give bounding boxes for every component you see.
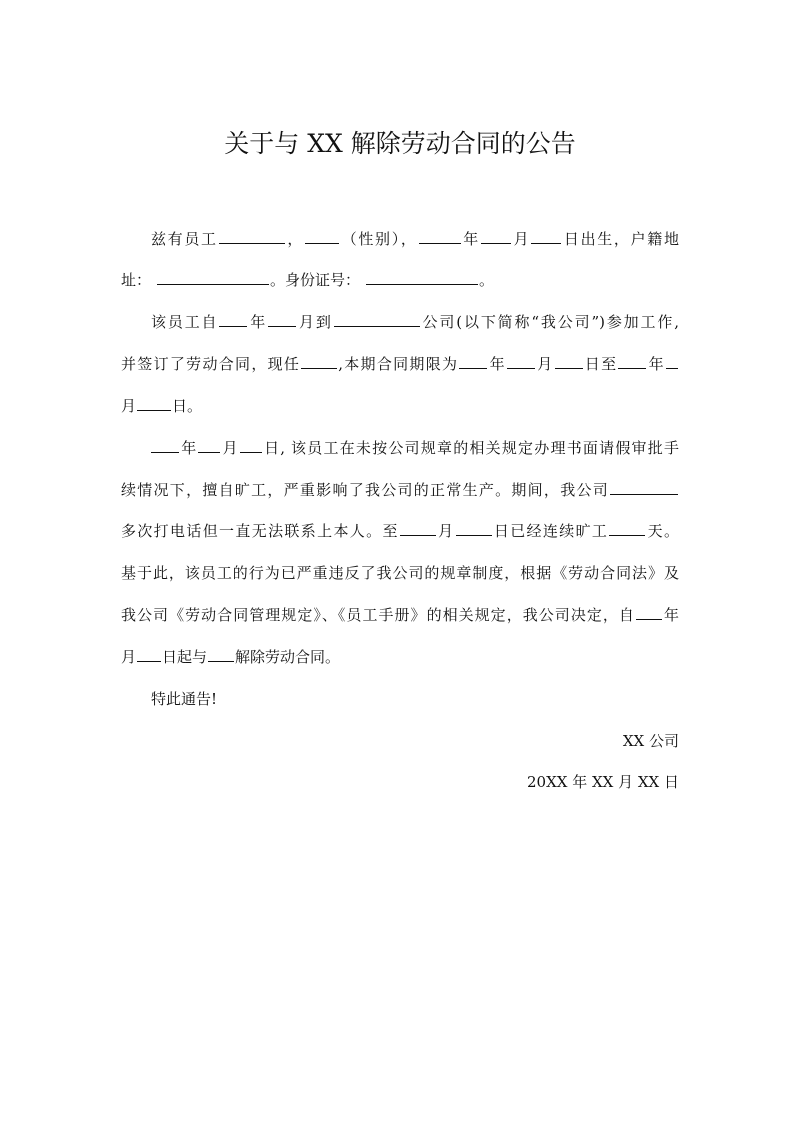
- text-segment: 续情况下，擅自旷工，严重影响了我公司的正常生产。期间，我公司: [121, 481, 609, 499]
- fill-blank-birth-day: [531, 242, 561, 244]
- text-segment: 年: [662, 606, 679, 624]
- fill-blank-absence-day: [240, 451, 262, 453]
- text-segment: 日至: [583, 355, 618, 373]
- fill-blank-term-end-day: [137, 409, 171, 411]
- text-segment: 年: [180, 439, 198, 457]
- text-segment: 址：: [121, 271, 152, 289]
- fill-blank-company: [334, 325, 420, 327]
- fill-blank-term-start-day: [555, 367, 583, 369]
- paragraph-1-line-1: [121, 229, 679, 249]
- paragraph-2-line-1: [121, 312, 679, 332]
- paragraph-1-line-2: [121, 270, 679, 290]
- fill-blank-term-start-year: [459, 367, 487, 369]
- fill-blank-address: [157, 283, 269, 285]
- text-segment: 公司(以下简称“我公司”)参加工作,: [420, 313, 679, 331]
- text-segment: 日, 该员工在未按公司规章的相关规定办理书面请假审批手: [262, 439, 679, 457]
- text-segment: ，: [285, 230, 305, 248]
- signature-date: 20XX 年 XX 月 XX 日: [527, 773, 679, 791]
- text-segment: 月: [436, 522, 455, 540]
- text-segment: 基于此，该员工的行为已严重违反了我公司的规章制度，根据《劳动合同法》及: [121, 564, 679, 582]
- text-segment: 月: [121, 648, 137, 666]
- paragraph-3-line-3: [121, 521, 679, 541]
- text-segment: 该员工自: [151, 313, 219, 331]
- fill-blank-start-year: [219, 325, 247, 327]
- text-segment: 月到: [297, 313, 333, 331]
- text-segment: 解除劳动合同。: [235, 648, 341, 666]
- paragraph-3-line-5: [121, 605, 679, 625]
- fill-blank-term-end-year: [618, 367, 646, 369]
- fill-blank-termination-year: [636, 618, 662, 620]
- paragraph-2-line-3: [121, 396, 679, 416]
- fill-blank-term-end-month: [666, 367, 678, 369]
- fill-blank-id-number: [366, 283, 478, 285]
- fill-blank-until-day: [456, 534, 492, 536]
- fill-blank-company-2: [610, 493, 678, 495]
- text-segment: 多次打电话但一直无法联系上本人。至: [121, 522, 399, 540]
- text-segment: 年: [488, 355, 506, 373]
- fill-blank-birth-month: [481, 242, 511, 244]
- text-segment: 我公司《劳动合同管理规定》、《员工手册》的相关规定，我公司决定，自: [121, 606, 635, 624]
- text-segment: ,本期合同期限为: [338, 355, 459, 373]
- signature-company: XX 公司: [622, 732, 679, 750]
- text-segment: 日出生，户籍地: [562, 230, 679, 248]
- text-segment: 日已经连续旷工: [492, 522, 609, 540]
- closing-text: 特此通告!: [151, 690, 218, 708]
- fill-blank-start-month: [268, 325, 296, 327]
- paragraph-3-line-6: [121, 647, 679, 667]
- fill-blank-termination-month: [137, 660, 161, 662]
- text-segment: 。: [479, 271, 495, 289]
- text-segment: 天。: [646, 522, 679, 540]
- paragraph-2-line-2: [121, 354, 679, 374]
- fill-blank-absence-year: [151, 451, 179, 453]
- paragraph-3-line-1: [121, 438, 679, 458]
- fill-blank-birth-year: [419, 242, 461, 244]
- fill-blank-until-month: [400, 534, 436, 536]
- text-segment: 年: [461, 230, 480, 248]
- paragraph-3-line-2: [121, 480, 679, 500]
- text-segment: 年: [248, 313, 268, 331]
- text-segment: 月: [535, 355, 554, 373]
- fill-blank-position: [301, 367, 337, 369]
- paragraph-3-line-4: [121, 563, 679, 583]
- page-title: 关于与 XX 解除劳动合同的公告: [224, 129, 576, 158]
- text-segment: 月: [221, 439, 239, 457]
- fill-blank-absent-days: [609, 534, 645, 536]
- text-segment: 月: [511, 230, 531, 248]
- text-segment: 日起与: [162, 648, 208, 666]
- text-segment: 并签订了劳动合同，现任: [121, 355, 301, 373]
- fill-blank-term-start-month: [507, 367, 535, 369]
- fill-blank-name: [219, 242, 285, 244]
- fill-blank-absence-month: [198, 451, 220, 453]
- fill-blank-employee-name: [208, 660, 234, 662]
- text-segment: 日。: [172, 397, 203, 415]
- text-segment: 月: [121, 397, 137, 415]
- text-segment: 年: [647, 355, 665, 373]
- text-segment: （性别），: [340, 230, 418, 248]
- fill-blank-gender: [305, 242, 339, 244]
- text-segment: 。身份证号：: [270, 271, 361, 289]
- text-segment: 兹有员工: [151, 230, 218, 248]
